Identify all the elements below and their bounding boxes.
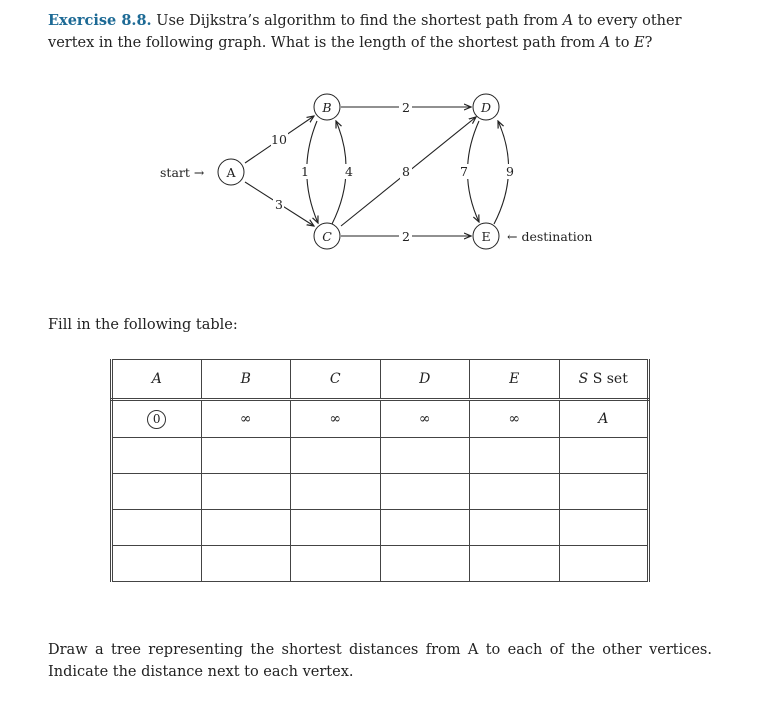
weight-d-e: 7 [460, 164, 468, 179]
header-e: E [470, 360, 560, 400]
cell-c[interactable] [291, 474, 381, 510]
table-header-row [112, 360, 649, 400]
header-c: C [291, 360, 381, 400]
cell-s-set[interactable] [559, 510, 649, 546]
exercise-text-3: to [610, 35, 635, 51]
cell-b[interactable]: ∞ [201, 400, 291, 438]
weight-a-c: 3 [275, 197, 283, 212]
cell-d[interactable] [380, 438, 470, 474]
cell-c[interactable] [291, 510, 381, 546]
cell-a[interactable] [112, 510, 202, 546]
exercise-title: Exercise 8.8. [48, 12, 152, 29]
cell-a[interactable] [112, 474, 202, 510]
weight-b-d: 2 [402, 100, 410, 115]
weight-b-c: 4 [345, 164, 353, 179]
node-a-label: A [226, 165, 236, 180]
cell-b[interactable] [201, 510, 291, 546]
cell-d[interactable]: ∞ [380, 400, 470, 438]
fill-table-label: Fill in the following table: [48, 317, 238, 333]
cell-s-set[interactable] [559, 438, 649, 474]
exercise-text-2: to every other vertex in the following graph. What is the length of the shortest path from [48, 13, 682, 51]
start-label: start → [160, 165, 205, 180]
cell-a[interactable] [112, 438, 202, 474]
header-s-set: S S set [559, 360, 649, 400]
table-row [112, 400, 649, 438]
cell-b[interactable] [201, 474, 291, 510]
cell-e[interactable]: ∞ [470, 400, 560, 438]
cell-e[interactable] [470, 474, 560, 510]
cell-s-set[interactable] [559, 546, 649, 582]
destination-label: ← destination [507, 229, 593, 244]
tree-instruction: Draw a tree representing the shortest distances from A to each of the other vertices. Indicate the distance next to each vertex. [48, 642, 712, 680]
cell-s-set[interactable] [559, 474, 649, 510]
node-e-label: E [481, 229, 491, 244]
node-c-label: C [322, 229, 332, 244]
var-e: E [634, 35, 645, 51]
dijkstra-table [110, 359, 650, 582]
circled-value: 0 [147, 410, 166, 429]
cell-d[interactable] [380, 546, 470, 582]
cell-b[interactable] [201, 438, 291, 474]
header-s-set-text: S set [592, 371, 628, 387]
cell-b[interactable] [201, 546, 291, 582]
cell-c[interactable] [291, 438, 381, 474]
table-row [112, 510, 649, 546]
cell-e[interactable] [470, 546, 560, 582]
cell-d[interactable] [380, 510, 470, 546]
var-a2: A [599, 35, 611, 51]
cell-a[interactable] [112, 546, 202, 582]
exercise-text-1: Use Dijkstra’s algorithm to find the shortest path from [156, 13, 563, 29]
table-row [112, 438, 649, 474]
table-row [112, 546, 649, 582]
cell-e[interactable] [470, 438, 560, 474]
exercise-text-4: ? [644, 35, 653, 51]
cell-e[interactable] [470, 510, 560, 546]
table-row [112, 474, 649, 510]
weight-c-e: 2 [402, 229, 410, 244]
header-b: B [201, 360, 291, 400]
weight-c-d: 8 [402, 164, 410, 179]
weight-c-b: 1 [301, 164, 309, 179]
cell-c[interactable]: ∞ [291, 400, 381, 438]
cell-s-set[interactable]: A [559, 400, 649, 438]
weight-e-d: 9 [506, 164, 514, 179]
node-d-label: D [480, 100, 492, 115]
cell-a[interactable] [112, 400, 202, 438]
header-d: D [380, 360, 470, 400]
var-a: A [562, 13, 574, 29]
cell-d[interactable] [380, 474, 470, 510]
cell-c[interactable] [291, 546, 381, 582]
graph-diagram [0, 0, 783, 300]
node-b-label: B [322, 100, 332, 115]
weight-a-b: 10 [271, 132, 287, 147]
header-a: A [112, 360, 202, 400]
